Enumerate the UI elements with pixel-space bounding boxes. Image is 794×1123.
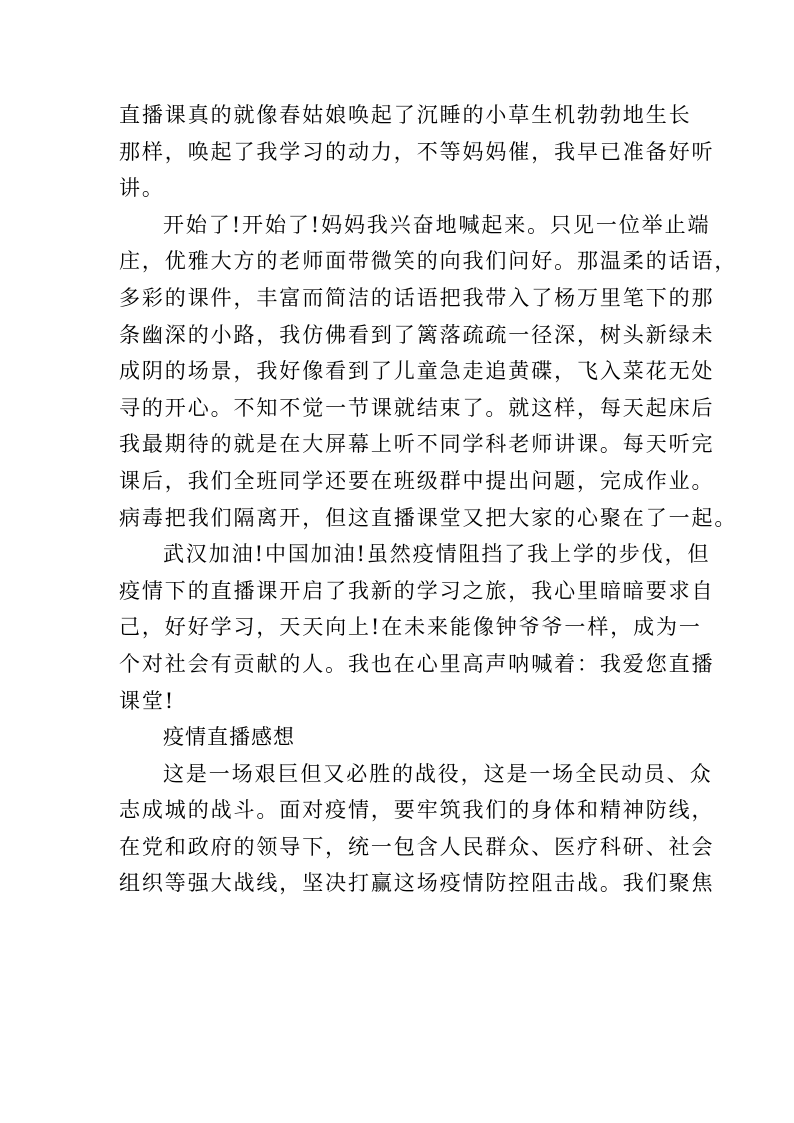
text-line: 那样，唤起了我学习的动力，不等妈妈催，我早已准备好听: [119, 139, 715, 164]
text-line: 讲。: [119, 176, 165, 201]
text-line: 寻的开心。不知不觉一节课就结束了。就这样，每天起床后: [119, 395, 715, 420]
text-line: 我最期待的就是在大屏幕上听不同学科老师讲课。每天听完: [119, 432, 715, 457]
section-heading: 疫情直播感想: [163, 725, 295, 750]
paragraph-first-line: 开始了!开始了!妈妈我兴奋地喊起来。只见一位举止端: [163, 212, 711, 237]
text-line: 个对社会有贡献的人。我也在心里高声呐喊着：我爱您直播: [119, 651, 715, 676]
text-line: 庄，优雅大方的老师面带微笑的向我们问好。那温柔的话语，: [119, 249, 738, 274]
text-line: 在党和政府的领导下，统一包含人民群众、医疗科研、社会: [119, 834, 715, 859]
text-line: 课后，我们全班同学还要在班级群中提出问题，完成作业。: [119, 468, 715, 493]
paragraph-first-line: 这是一场艰巨但又必胜的战役，这是一场全民动员、众: [163, 761, 713, 786]
paragraph-first-line: 武汉加油!中国加油!虽然疫情阻挡了我上学的步伐，但: [163, 542, 711, 567]
text-line: 己，好好学习，天天向上!在未来能像钟爷爷一样，成为一: [119, 615, 702, 640]
text-line: 组织等强大战线，坚决打赢这场疫情防控阻击战。我们聚焦: [119, 871, 715, 896]
text-line: 志成城的战斗。面对疫情，要牢筑我们的身体和精神防线，: [119, 798, 715, 823]
text-line: 疫情下的直播课开启了我新的学习之旅，我心里暗暗要求自: [119, 578, 715, 603]
text-line: 条幽深的小路，我仿佛看到了篱落疏疏一径深，树头新绿未: [119, 322, 715, 347]
text-line: 病毒把我们隔离开，但这直播课堂又把大家的心聚在了一起。: [119, 505, 738, 530]
text-line: 成阴的场景，我好像看到了儿童急走追黄碟，飞入菜花无处: [119, 359, 715, 384]
text-line: 直播课真的就像春姑娘唤起了沉睡的小草生机勃勃地生长: [119, 103, 692, 127]
document-body: [119, 97, 738, 902]
text-line: 课堂!: [119, 688, 176, 713]
text-line: 多彩的课件，丰富而简洁的话语把我带入了杨万里笔下的那: [119, 285, 715, 310]
